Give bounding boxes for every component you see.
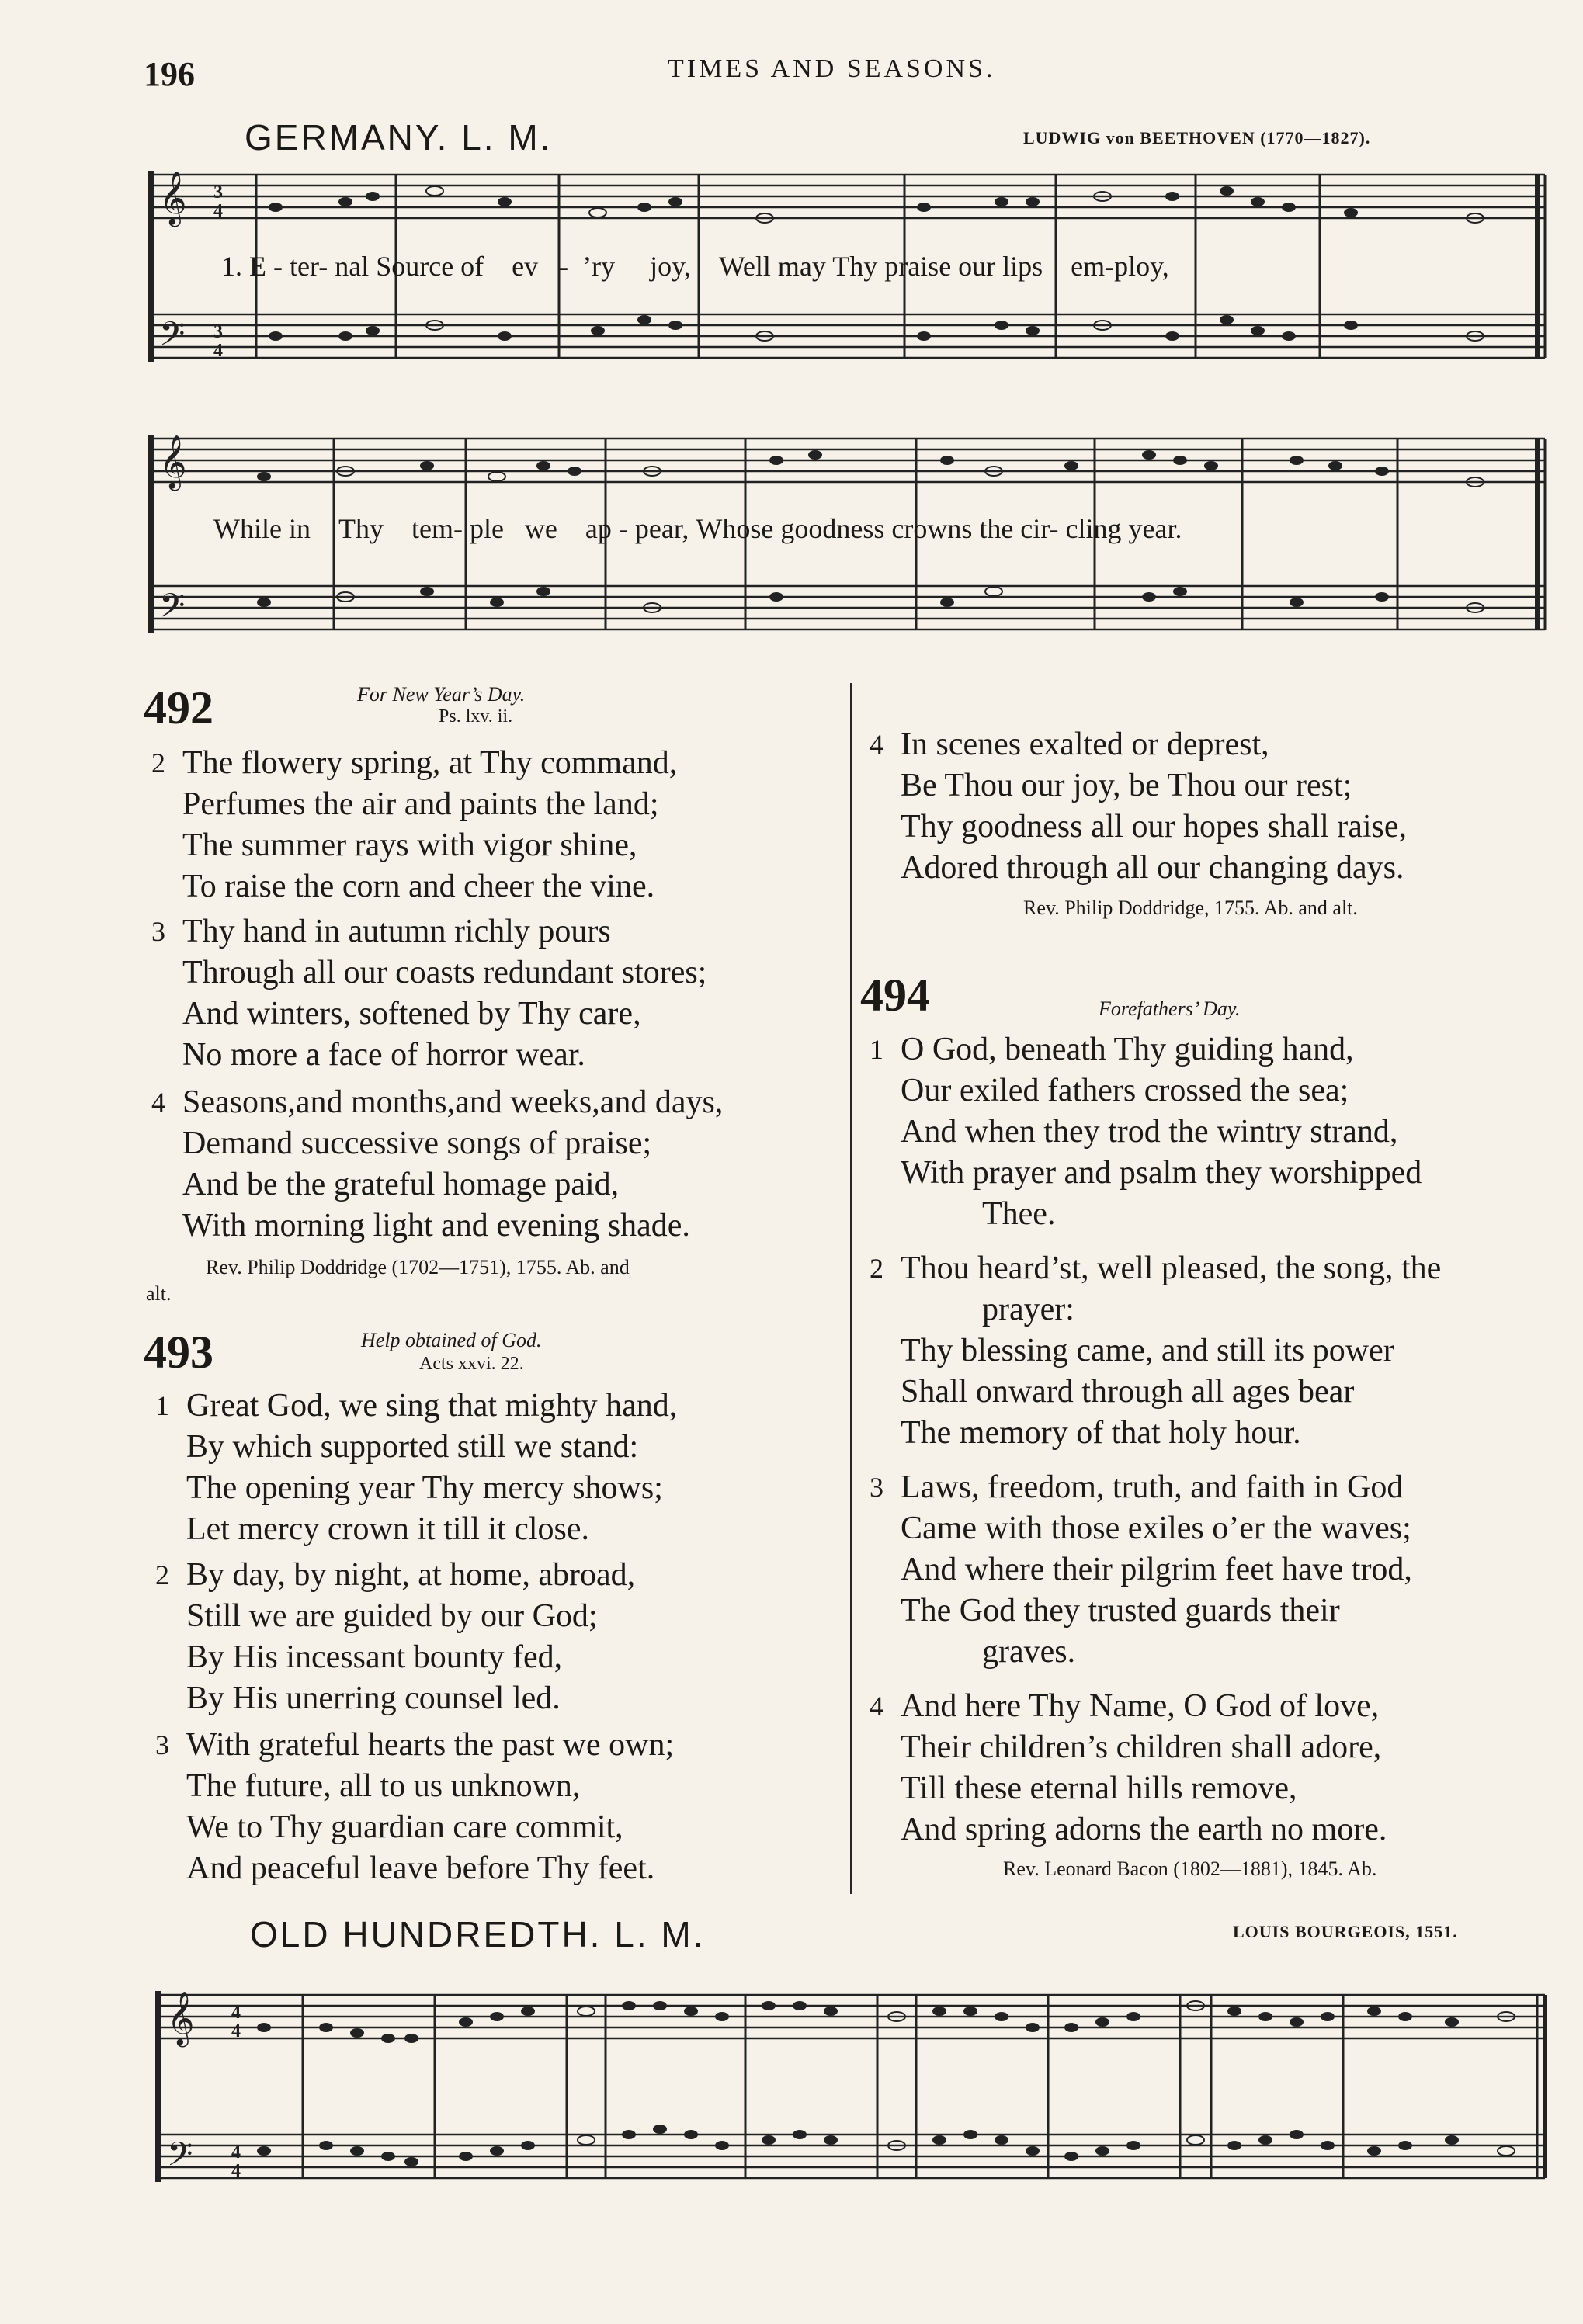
hymn-occasion-494: Forefathers’ Day. [1099, 997, 1241, 1020]
tune-title-old-hundredth: OLD HUNDREDTH. L. M. [250, 1914, 706, 1955]
svg-text:3: 3 [213, 322, 223, 342]
lyric-line-2: While in Thy tem- ple we ap - pear, Whose goodness crowns the cir- cling year. [213, 513, 1182, 544]
attribution-492: Rev. Philip Doddridge (1702—1751), 1755. Ab. and [206, 1256, 630, 1278]
attribution-492-cont: alt. [146, 1282, 172, 1305]
lyric-line-1: 1. E - ter- nal Source of ev - ’ry joy, Well may Thy praise our lips em-ploy, [221, 251, 1169, 282]
tune-composer-bourgeois: LOUIS BOURGEOIS, 1551. [1233, 1922, 1458, 1941]
attribution-492-end: Rev. Philip Doddridge, 1755. Ab. and alt. [1023, 897, 1358, 919]
stanza-492-3: 3 Thy hand in autumn richly pours Through all our coasts redundant stores; And winters, softened by Thy care, No more a face of horror wear. [151, 914, 707, 1073]
hymn-scripture-492: Ps. lxv. ii. [439, 706, 513, 727]
stanza-493-3: 3 With grateful hearts the past we own; The future, all to us unknown, We to Thy guardian care commit, And peaceful leave before Thy feet. [155, 1727, 675, 1886]
tune-title-germany: GERMANY. L. M. [245, 117, 553, 158]
column-divider [850, 683, 852, 1894]
svg-text:4: 4 [231, 2142, 241, 2163]
svg-text:4: 4 [231, 2021, 241, 2041]
svg-text:4: 4 [231, 2161, 241, 2181]
stanza-494-4: 4 And here Thy Name, O God of love, Their children’s children shall adore, Till these eternal hills remove, And spring adorns the earth no more. [870, 1688, 1387, 1847]
svg-text:𝄞: 𝄞 [159, 435, 187, 489]
hymn-number-494: 494 [860, 969, 930, 1021]
svg-text:𝄢: 𝄢 [167, 2135, 193, 2182]
stanza-494-3: 3 Laws, freedom, truth, and faith in God Came with those exiles o’er the waves; And where their pilgrim feet have trod, The God they trusted guards their graves. [870, 1469, 1412, 1670]
svg-text:𝄢: 𝄢 [159, 315, 186, 362]
stanza-492-4: 4 Seasons,and months,and weeks,and days, Demand successive songs of praise; And be the grateful homage paid, With morning light and evening shade. [151, 1084, 724, 1244]
svg-text:4: 4 [231, 2003, 241, 2023]
svg-text:𝄞: 𝄞 [167, 1991, 195, 2045]
attribution-494: Rev. Leonard Bacon (1802—1881), 1845. Ab. [1003, 1857, 1377, 1880]
hymn-number-492: 492 [144, 682, 213, 734]
tune-composer-beethoven: LUDWIG von BEETHOVEN (1770—1827). [1023, 128, 1371, 147]
svg-text:4: 4 [213, 201, 223, 221]
svg-text:4: 4 [213, 341, 223, 361]
stanza-493-2: 2 By day, by night, at home, abroad, Still we are guided by our God; By His incessant bounty fed, By His unerring counsel led. [155, 1557, 636, 1716]
stanza-492-4-cont: 4 In scenes exalted or deprest, Be Thou our joy, be Thou our rest; Thy goodness all our hopes shall raise, Adored through all our changing days. [870, 727, 1408, 886]
running-head: TIMES AND SEASONS. [668, 54, 996, 83]
svg-text:𝄢: 𝄢 [159, 587, 186, 633]
stanza-494-2: 2 Thou heard’st, well pleased, the song, the prayer: Thy blessing came, and still its power Shall onward through all ages bear The memory of that holy hour. [870, 1250, 1442, 1451]
hymn-occasion-492: For New Year’s Day. [357, 683, 526, 706]
stanza-493-1: 1 Great God, we sing that mighty hand, By which supported still we stand: The opening year Thy mercy shows; Let mercy crown it till it close. [155, 1388, 678, 1547]
svg-text:3: 3 [213, 182, 223, 203]
stanza-494-1: 1 O God, beneath Thy guiding hand, Our exiled fathers crossed the sea; And when they trod the wintry strand, With prayer and psalm they worshipped Thee. [870, 1032, 1422, 1232]
music-score-old-hundredth [148, 1964, 1560, 2220]
hymn-scripture-493: Acts xxvi. 22. [419, 1354, 524, 1374]
stanza-492-2: 2 The flowery spring, at Thy command, Perfumes the air and paints the land; The summer rays with vigor shine, To raise the corn and cheer the vine. [151, 745, 678, 904]
svg-text:𝄞: 𝄞 [159, 171, 187, 225]
page-number: 196 [144, 55, 195, 93]
hymn-number-493: 493 [144, 1327, 213, 1378]
hymn-occasion-493: Help obtained of God. [361, 1329, 542, 1351]
